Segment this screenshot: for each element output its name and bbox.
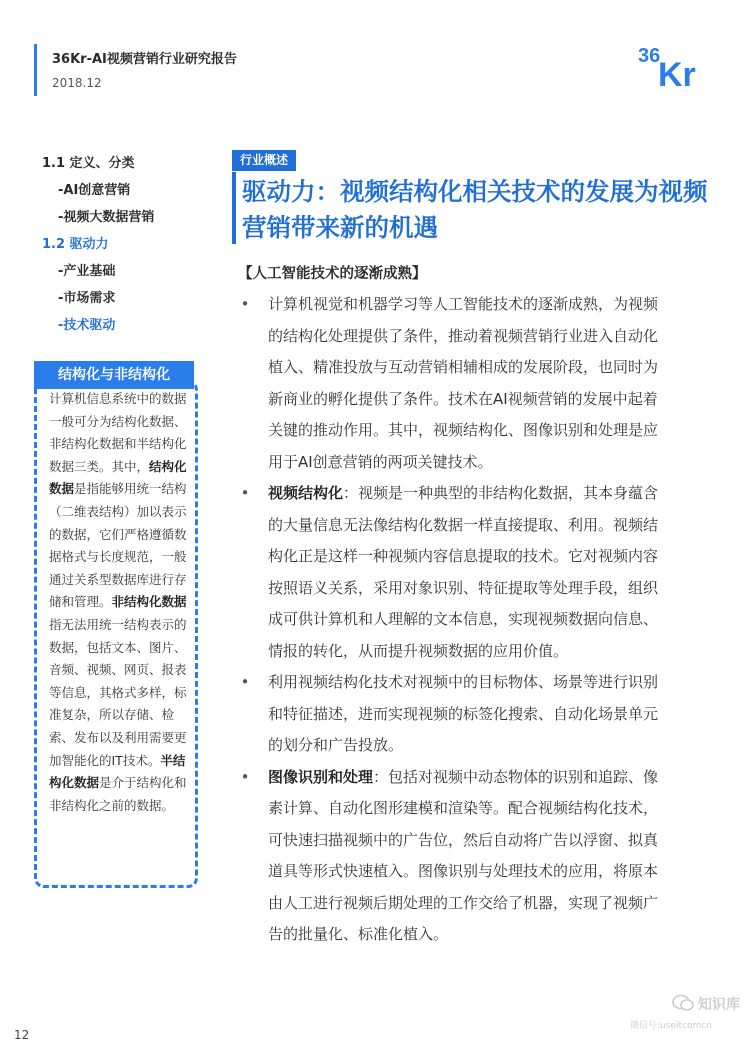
sidebar-text-part: 是介于结构化和非结构化之前的数据。 [49,775,187,813]
svg-text:36: 36 [638,45,661,67]
sidebar-box-title: 结构化与非结构化 [34,361,194,389]
bullet-dot: • [240,767,250,786]
bullet-dot: • [240,673,250,691]
bullet-text: ：包括对视频中动态物体的识别和追踪、像素计算、自动化图形建模和渲染等。配合视频结构化技术，可快速扫描视频中的广告位，然后自动将广告以浮窗、拟真道具等形式快速植入。图像识别与处理技术的应用，将原本由人工进行视频后期处理的工作交给了机器，实现了视频广告的批量化、标准化植入。 [268,767,659,943]
svg-text:Kr: Kr [658,56,696,88]
title-accent-bar [232,172,236,244]
report-date: 2018.12 [52,76,102,90]
report-title: 36Kr-AI视频营销行业研究报告 [52,52,237,67]
sidebar-term-semistructured: 半结构化数据 [49,752,186,791]
sidebar-text-part: 计算机信息系统中的数据一般可分为结构化数据、非结构化数据和半结构化数据三类。其中， [49,391,187,474]
bullet-dot: • [240,295,250,313]
36kr-logo [636,40,718,88]
bullet-dot: • [240,484,250,502]
bullet-text: ：视频是一种典型的非结构化数据，其本身蕴含的大量信息无法像结构化数据一样直接提取、利用。视频结构化正是这样一种视频内容信息提取的技术。它对视频内容按照语义关系，采用对象识别、特征提取等处理手段，组织成可供计算机和人理解的文本信息，实现视频数据向信息、情报的转化，从而提升视频数据的应用价值。 [268,484,659,660]
sidebar-box-text [49,388,195,817]
bullet-item [238,478,672,667]
watermark-sub: 微信号:useitcomcn [630,1021,712,1031]
watermark [628,992,738,1040]
bullet-text: 利用视频结构化技术对视频中的目标物体、场景等进行识别和特征描述，进而实现视频的标签化搜索、自动化场景单元的划分和广告投放。 [268,673,659,754]
toc-item[interactable]: 1.1 定义、分类 [42,156,135,171]
bullet-item [238,762,672,951]
table-of-contents [42,153,222,342]
sidebar-term-unstructured: 非结构化数据 [111,594,187,610]
page-number: 12 [14,1028,30,1042]
section-heading: 【人工智能技术的逐渐成熟】 [238,266,427,282]
bullet-term: 视频结构化 [268,484,344,502]
page-title: 驱动力：视频结构化相关技术的发展为视频营销带来新的机遇 [242,177,708,242]
toc-item[interactable]: -市场需求 [58,291,116,306]
watermark-name: 知识库 [698,997,740,1013]
chat-bubble-icon [672,994,694,1012]
header-accent-bar [34,44,37,96]
bullet-item [238,667,672,762]
toc-item[interactable]: -产业基础 [58,264,116,279]
bullet-list [238,289,672,951]
toc-item[interactable]: -AI创意营销 [58,183,131,198]
category-tag: 行业概述 [232,150,296,171]
sidebar-term-structured: 结构化数据 [49,458,187,497]
bullet-text: 计算机视觉和机器学习等人工智能技术的逐渐成熟，为视频的结构化处理提供了条件，推动着视频营销行业进入自动化植入、精准投放与互动营销相辅相成的发展阶段，也同时为新商业的孵化提供了条件。技术在AI视频营销的发展中起着关键的推动作用。其中，视频结构化、图像识别和处理是应用于AI创意营销的两项关键技术。 [268,295,659,471]
sidebar-text-part: 指无法用统一结构表示的数据，包括文本、图片、音频、视频、网页、报表等信息，其格式多样，标准复杂，所以存储、检索、发布以及利用需要更加智能化的IT技术。 [49,616,187,768]
sidebar-text-part: 是指能够用统一结构（二维表结构）加以表示的数据，它们严格遵循数据格式与长度规范，一般通过关系型数据库进行存储和管理。 [49,481,187,610]
bullet-term: 图像识别和处理 [268,767,374,786]
toc-item[interactable]: -视频大数据营销 [58,210,155,225]
toc-item-current-subsection[interactable]: -技术驱动 [58,318,116,333]
toc-item-current-section[interactable]: 1.2 驱动力 [42,237,109,252]
bullet-item [238,289,672,478]
